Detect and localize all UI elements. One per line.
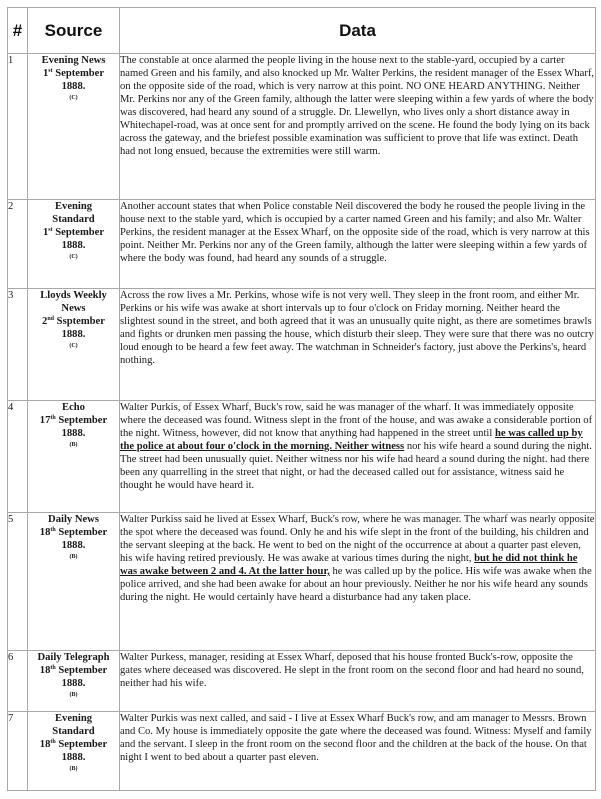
source-day: 1 (42, 227, 49, 238)
data-text-before: The constable at once alarmed the people living in the house next to the stable-yard, occupied by a carter named Green and his family, and also knocked up Mr. Walter Perkins, the resident manager of the Essex Wharf, on the opposite side of the road, which is very narrow at this point. NO ONE HEARD ANYTHING. Neither Mr. Perkins nor any of the Green family, although the latter were sleeping within a few yards of where the body was discovered, had heard any sound of a struggle. Dr. Llewellyn, who lives only a short distance away in Whitechapel-road, was at once sent for and promptly arrived on the scene. He found the body lying on its back across the gateway, and the briefest possible examination was sufficient to prove that life was extinct. Death had not long ensued, because the extremities were still warm. (120, 55, 595, 157)
row-number: 3 (8, 289, 28, 401)
table-row (8, 289, 596, 401)
row-number: 6 (8, 651, 28, 712)
data-text-before: Another account states that when Police constable Neil discovered the body he roused the people living in the house next to the stable yard, which is occupied by a carter named Green and his family; and also Mr. Walter Perkins, the resident manager at the Essex Wharf, on the opposite side of the road, which is very narrow at this point. Neither Mr. Perkins nor any of the Green family, although the latter were sleeping within a few yards of where the body was found, had heard any sounds of a struggle. (120, 201, 590, 264)
source-name-line1: Evening (54, 713, 93, 724)
source-name-line2: News (61, 303, 86, 314)
source-name-line1: Lloyds Weekly (40, 290, 107, 301)
header-data: Data (120, 8, 596, 54)
data-text-after: nor his wife heard a sound during the night. The street had been unusually quiet. Neither witness nor his wife had heard a sound during the night. had there been any quarrelling in the street that night, or had the deceased called out for assistance, witness said he thought he would have heard it. (120, 441, 592, 491)
source-day: 18 (39, 527, 51, 538)
source-day-suffix: st (48, 68, 53, 74)
source-name-line1: Daily News (48, 514, 99, 525)
row-number: 2 (8, 200, 28, 289)
source-cell (28, 289, 120, 401)
source-reliability-tag: (B) (69, 554, 78, 560)
data-text-after: he was called up by the police. His wife was awake when the police arrived, and she had been awake for about an hour previously. Neither he nor his wife heard any sounds during the night. He would certainly have heard a disturbance had any taken place. (120, 566, 592, 603)
source-name-line2: Standard (52, 214, 95, 225)
data-cell (120, 401, 596, 513)
source-day: 1 (42, 68, 49, 79)
source-day: 18 (39, 739, 51, 750)
source-date (28, 315, 119, 328)
source-name-line1: Evening News (41, 55, 106, 66)
row-number: 1 (8, 54, 28, 200)
data-cell (120, 200, 596, 289)
source-day-suffix: nd (47, 316, 55, 322)
data-text-before: Walter Purkess, manager, residing at Essex Wharf, deposed that his house fronted Buck's-row, opposite the gates where deceased was discovered. He slept in the front room on the second floor and had heard no sound, neither had his wife. (120, 652, 584, 689)
source-name-line1: Daily Telegraph (37, 652, 110, 663)
source-reliability-tag: (C) (69, 254, 78, 260)
source-date (28, 738, 119, 751)
source-date (28, 526, 119, 539)
data-cell (120, 513, 596, 651)
source-day-suffix: st (48, 227, 53, 233)
source-day: 2 (42, 316, 48, 327)
data-cell (120, 289, 596, 401)
table-row (8, 200, 596, 289)
data-cell (120, 712, 596, 791)
header-source: Source (28, 8, 120, 54)
source-date (28, 226, 119, 239)
source-month: September (55, 739, 108, 750)
table-row (8, 54, 596, 200)
data-highlight: but he did not think he was awake between 2 and 4. At the latter hour, (120, 553, 578, 577)
table-row (8, 401, 596, 513)
source-cell (28, 401, 120, 513)
source-year: 1888. (61, 752, 86, 763)
data-text-before: Walter Purkis, of Essex Wharf, Buck's row, said he was manager of the wharf. It was immediately opposite where the deceased was found. Witness slept in the front of the house, and was awake a considerable portion of the night. Witness, however, did not know that anything had happened in the street until (120, 402, 593, 439)
row-number: 7 (8, 712, 28, 791)
table-row (8, 513, 596, 651)
source-name-line1: Evening (54, 201, 93, 212)
source-date (28, 67, 119, 80)
row-number: 4 (8, 401, 28, 513)
table-row (8, 651, 596, 712)
source-day-suffix: th (50, 739, 56, 745)
source-month: September (55, 527, 108, 538)
data-cell (120, 651, 596, 712)
source-reliability-tag: (B) (69, 766, 78, 772)
source-reliability-tag: (C) (69, 95, 78, 101)
data-cell (120, 54, 596, 200)
source-cell (28, 54, 120, 200)
source-cell (28, 513, 120, 651)
source-cell (28, 200, 120, 289)
data-highlight: he was called up by the police at about four o'clock in the morning. Neither witness (120, 428, 583, 452)
source-year: 1888. (61, 81, 86, 92)
source-year: 1888. (61, 540, 86, 551)
source-day-suffix: th (50, 665, 56, 671)
source-year: 1888. (61, 428, 86, 439)
source-day-suffix: th (50, 527, 56, 533)
header-row (8, 8, 596, 54)
table-row (8, 712, 596, 791)
source-reliability-tag: (B) (69, 692, 78, 698)
source-date (28, 414, 119, 427)
table-body (8, 54, 596, 791)
row-number: 5 (8, 513, 28, 651)
source-day: 17 (39, 415, 51, 426)
source-month: September (52, 68, 105, 79)
source-name-line1: Echo (62, 402, 85, 413)
source-year: 1888. (61, 678, 86, 689)
source-month: September (55, 665, 108, 676)
sources-table (7, 7, 596, 791)
source-year: 1888. (61, 240, 86, 251)
source-reliability-tag: (C) (69, 343, 78, 349)
source-cell (28, 651, 120, 712)
source-reliability-tag: (B) (69, 442, 78, 448)
source-month: September (55, 415, 108, 426)
source-month: September (52, 227, 105, 238)
source-cell (28, 712, 120, 791)
source-year: 1888. (61, 329, 86, 340)
source-name-line2: Standard (52, 726, 95, 737)
data-text-before: Walter Purkis was next called, and said - I live at Essex Wharf Buck's row, and am manager to Messrs. Brown and Co. My house is immediately opposite the gate where the deceased was found. Witness: Myself and family and the servant. I sleep in the front room on the second floor and the children at the back of the house. On that night I went to bed about a quarter past eleven. (120, 713, 592, 763)
source-month: Ssptember (54, 316, 105, 327)
source-day: 18 (39, 665, 51, 676)
header-number: # (8, 8, 28, 54)
data-text-before: Walter Purkiss said he lived at Essex Wharf, Buck's row, where he was manager. The wharf was nearly opposite the spot where the deceased was found. Only he and his wife slept in the front of the building, his children and the servant sleeping at the back. He went to bed on the night of the occurrence at about a quarter past eleven, his wife having retired previously. He was awake at various times during the night, (120, 514, 595, 564)
source-date (28, 664, 119, 677)
data-text-before: Across the row lives a Mr. Perkins, whose wife is not very well. They sleep in the front room, and either Mr. Perkins or his wife was awake at short intervals up to four o'clock on Friday morning. Neither heard the slightest sound in the street, and both agreed that it was an unusually quite night, as there are sometimes brawls and fights or drunken men passing the house, which disturb their sleep. They were sure that there was no outcry loud enough to be heard a few feet away. The watchman in Schneider's factory, just above the Perkins's, heard nothing. (120, 290, 594, 366)
source-day-suffix: th (50, 415, 56, 421)
